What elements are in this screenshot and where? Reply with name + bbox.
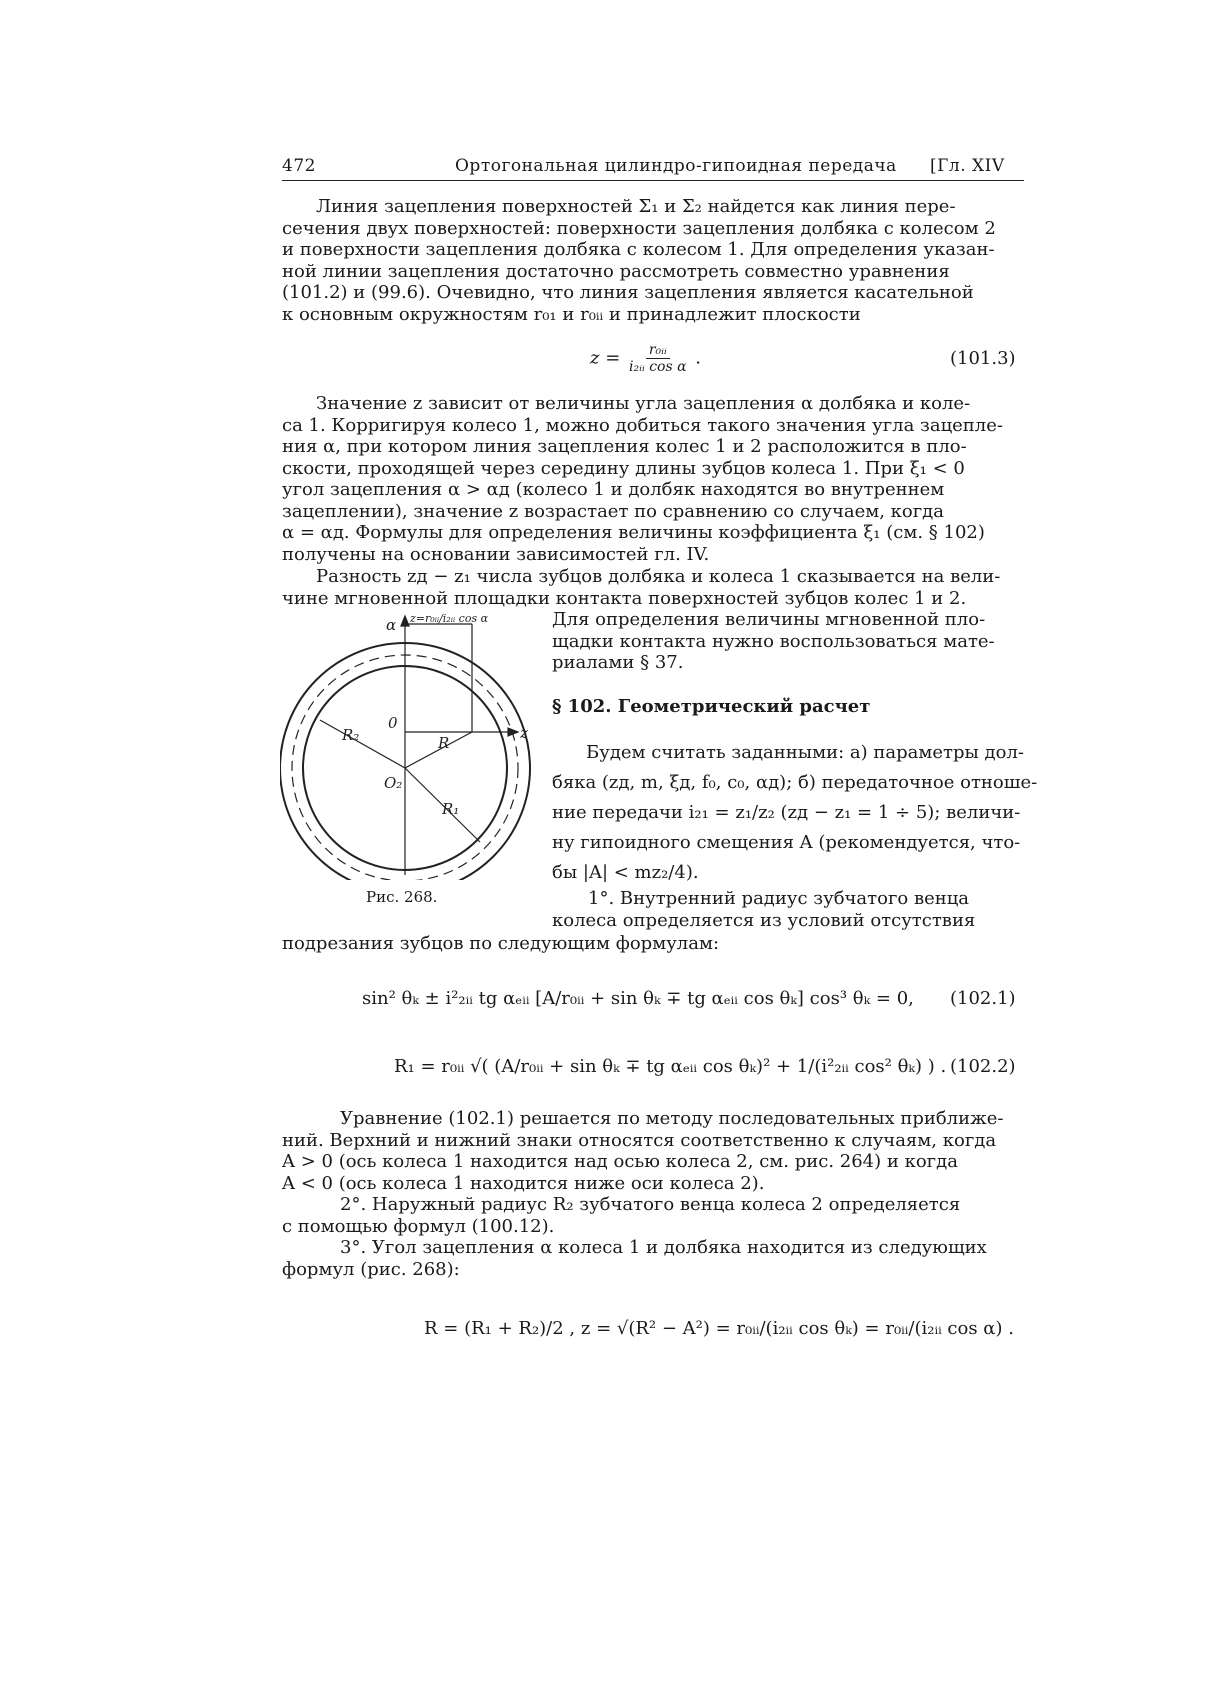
section-title: § 102. Геометрический расчет — [552, 696, 871, 717]
equation-number: (102.1) — [950, 988, 1016, 1009]
text-line: (101.2) и (99.6). Очевидно, что линия зацепления является касательной — [282, 282, 974, 303]
running-title: Ортогональная цилиндро-гипоидная передача — [455, 156, 897, 176]
text-line: с помощью формул (100.12). — [282, 1215, 555, 1237]
paragraph-1 — [282, 196, 1024, 325]
text-line: 1°. Внутренний радиус зубчатого венца — [588, 888, 970, 909]
label-R: R — [438, 734, 450, 752]
text-line: 3°. Угол зацепления α колеса 1 и долбяка находится из следующих — [340, 1237, 987, 1258]
text-line: подрезания зубцов по следующим формулам: — [282, 933, 720, 954]
text-line: Линия зацепления поверхностей Σ₁ и Σ₂ найдется как линия пере- — [316, 196, 956, 217]
eq-denominator: i₂ᵢᵢ cos α — [629, 359, 687, 375]
text-line: чине мгновенной площадки контакта поверхностей зубцов колес 1 и 2. — [282, 587, 967, 609]
eq-fraction — [626, 342, 690, 375]
equation-final: R = (R₁ + R₂)/2 , z = √(R² − A²) = r₀ᵢᵢ/(i₂ᵢᵢ cos θₖ) = r₀ᵢᵢ/(i₂ᵢᵢ cos α) . — [424, 1318, 1014, 1339]
label-z-axis: z — [520, 724, 528, 742]
text-line: Для определения величины мгновенной пло- — [552, 609, 986, 630]
text-line: и поверхности зацепления долбяка с колесом 1. Для определения указан- — [282, 239, 995, 260]
text-line: Будем считать заданными: а) параметры дол- — [586, 742, 1024, 763]
text-line: ние передачи i₂₁ = z₁/z₂ (zд − z₁ = 1 ÷ 5); величи- — [552, 802, 1021, 823]
text-line: ну гипоидного смещения A (рекомендуется, что- — [552, 832, 1021, 853]
text-line: са 1. Корригируя колесо 1, можно добиться такого значения угла зацепле- — [282, 414, 1003, 436]
text-line: A < 0 (ось колеса 1 находится ниже оси колеса 2). — [282, 1172, 765, 1194]
text-line: к основным окружностям r₀₁ и r₀ᵢᵢ и принадлежит плоскости — [282, 303, 861, 325]
equation-101-3 — [590, 342, 701, 375]
text-line: ния α, при котором линия зацепления колес 1 и 2 расположится в пло- — [282, 436, 967, 457]
paragraph-8 — [282, 1237, 1024, 1280]
text-line: скости, проходящей через середину длины зубцов колеса 1. При ξ₁ < 0 — [282, 457, 965, 479]
text-line: 2°. Наружный радиус R₂ зубчатого венца колеса 2 определяется — [340, 1194, 961, 1215]
text-line: A > 0 (ось колеса 1 находится над осью колеса 2, см. рис. 264) и когда — [282, 1151, 958, 1172]
equation-102-2: R₁ = r₀ᵢᵢ √( (A/r₀ᵢᵢ + sin θₖ ∓ tg αₑᵢᵢ cos θₖ)² + 1/(i²₂ᵢᵢ cos² θₖ) ) . — [394, 1056, 947, 1077]
label-R1: R₁ — [442, 800, 460, 818]
text-line: Разность zд − z₁ числа зубцов долбяка и колеса 1 сказывается на вели- — [316, 566, 1001, 587]
text-line: ний. Верхний и нижний знаки относятся соответственно к случаям, когда — [282, 1129, 997, 1151]
paragraph-5 — [552, 888, 1024, 931]
paragraph-3-continued — [552, 609, 1024, 674]
paragraph-5-end — [282, 933, 1024, 955]
text-line: щадки контакта нужно воспользоваться мате- — [552, 630, 995, 652]
page-number: 472 — [282, 156, 316, 176]
label-alpha: α — [386, 616, 397, 634]
paragraph-7 — [282, 1194, 1024, 1237]
text-line: получены на основании зависимостей гл. IV. — [282, 543, 710, 565]
equation-102-1: sin² θₖ ± i²₂ᵢᵢ tg αₑᵢᵢ [A/r₀ᵢᵢ + sin θₖ ∓ tg αₑᵢᵢ cos θₖ] cos³ θₖ = 0, — [362, 988, 914, 1009]
paragraph-2 — [282, 393, 1024, 565]
label-z-formula: z=r₀ᵢᵢ/i₂ᵢᵢ cos α — [410, 612, 489, 625]
eq-tail: . — [695, 347, 702, 369]
equation-number: (102.2) — [950, 1056, 1016, 1077]
arrow-alpha-icon — [401, 616, 409, 626]
header-rule — [282, 180, 1024, 181]
text-line: угол зацепления α > αд (колесо 1 и долбяк находятся во внутреннем — [282, 479, 945, 500]
label-O: 0 — [388, 714, 398, 732]
label-R2: R₂ — [342, 726, 360, 744]
paragraph-3 — [282, 566, 1024, 609]
text-line: бы |A| < mz₂/4). — [552, 862, 699, 883]
text-line: ной линии зацепления достаточно рассмотреть совместно уравнения — [282, 260, 950, 282]
label-O2: O₂ — [384, 774, 403, 792]
figure-268 — [280, 610, 540, 880]
eq-numerator: r₀ᵢᵢ — [646, 342, 670, 359]
chapter-label: [Гл. XIV — [930, 156, 1005, 176]
text-line: α = αд. Формулы для определения величины коэффициента ξ₁ (см. § 102) — [282, 522, 985, 543]
text-line: сечения двух поверхностей: поверхности зацепления долбяка с колесом 2 — [282, 217, 996, 239]
equation-number: (101.3) — [950, 348, 1016, 369]
text-line: риалами § 37. — [552, 652, 684, 673]
text-line: колеса определяется из условий отсутствия — [552, 909, 976, 931]
text-line: Уравнение (102.1) решается по методу последовательных приближе- — [340, 1108, 1004, 1129]
text-line: формул (рис. 268): — [282, 1258, 460, 1280]
text-line: зацеплении), значение z возрастает по сравнению со случаем, когда — [282, 500, 945, 522]
text-line: Значение z зависит от величины угла зацепления α долбяка и коле- — [316, 393, 971, 414]
figure-caption: Рис. 268. — [366, 888, 438, 906]
eq-lhs: z = — [590, 347, 621, 369]
paragraph-4 — [552, 738, 1038, 888]
paragraph-6 — [282, 1108, 1024, 1194]
text-line: бяка (zд, m, ξд, f₀, c₀, αд); б) передаточное отноше- — [552, 772, 1038, 793]
